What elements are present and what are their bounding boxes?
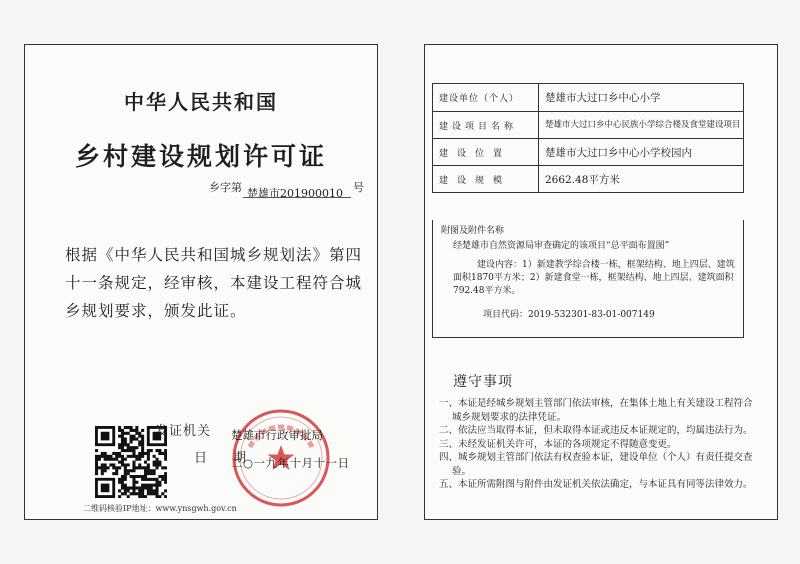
table-value: 2662.48平方米: [539, 166, 744, 193]
project-code: 项目代码：2019-532301-83-01-007149: [483, 310, 655, 320]
table-row: [433, 84, 744, 112]
table-key: 建设项目名称: [433, 112, 539, 139]
list-item: 一、本证是经城乡规划主管部门依法审核，在集体土地上有关建设工程符合城乡规划要求的法律凭证。: [439, 398, 753, 423]
qr-caption: 二维码核验IP地址：www.ynsgwh.gov.cn: [83, 504, 237, 513]
date-label: 日 期: [194, 451, 247, 466]
table-key: 建设规模: [433, 166, 539, 193]
certificate-front: [24, 44, 378, 520]
country-name: 中华人民共和国: [124, 90, 278, 114]
attachments-line: 经楚雄市自然资源局审查确定的该项目“总平面布置图”: [453, 241, 670, 251]
table-row: [433, 166, 744, 193]
rules-list: [439, 397, 753, 492]
table-row: [433, 139, 744, 166]
attachments-header: 附图及附件名称: [441, 226, 505, 236]
issuer-name: 楚雄市行政审批局: [231, 428, 323, 442]
certificate-number-prefix: 乡字第: [209, 181, 242, 194]
issue-date: 二○一九年十月十一日: [231, 456, 350, 470]
table-key: 建设单位（个人）: [433, 84, 539, 112]
attachments-section: [432, 220, 744, 338]
certificate-number-suffix: 号: [353, 181, 364, 194]
table-value: 楚雄市大过口乡中心小学校园内: [539, 139, 744, 166]
list-item: 二、依法应当取得本证，但未取得本证或违反本证规定的，均属违法行为。: [439, 425, 753, 436]
certificate-title: 乡村建设规划许可证: [74, 142, 327, 171]
project-info-table: [432, 83, 744, 193]
certificate-back: [424, 44, 778, 520]
list-item: 五、本证所需附图与附件由发证机关依法确定，与本证具有同等法律效力。: [439, 479, 753, 490]
list-item: 三、未经发证机关许可，本证的各项规定不得随意变更。: [439, 438, 677, 450]
certificate-number-value: 楚雄市201900010: [247, 187, 343, 200]
list-item: 四、城乡规划主管部门依法有权查验本证，建设单位（个人）有责任提交查验。: [439, 452, 753, 477]
construction-description: 建设内容：1）新建教学综合楼一栋，框架结构、地上四层、建筑面积1870平方米；2）新建食堂一栋，框架结构、地上四层、建筑面积792.48平方米。: [453, 260, 735, 296]
certificate-number-underline: [243, 197, 351, 198]
rules-title: 遵守事项: [453, 374, 513, 390]
table-value: 楚雄市大过口乡中心民族小学综合楼及食堂建设项目: [539, 112, 744, 139]
table-key: 建设位置: [433, 139, 539, 166]
table-value: 楚雄市大过口乡中心小学: [539, 84, 744, 112]
issuer-label: 发证机关: [155, 424, 212, 439]
certificate-body-text: 根据《中华人民共和国城乡规划法》第四十一条规定，经审核，本建设工程符合城乡规划要求，颁发此证。: [65, 246, 363, 320]
table-row: [433, 112, 744, 139]
